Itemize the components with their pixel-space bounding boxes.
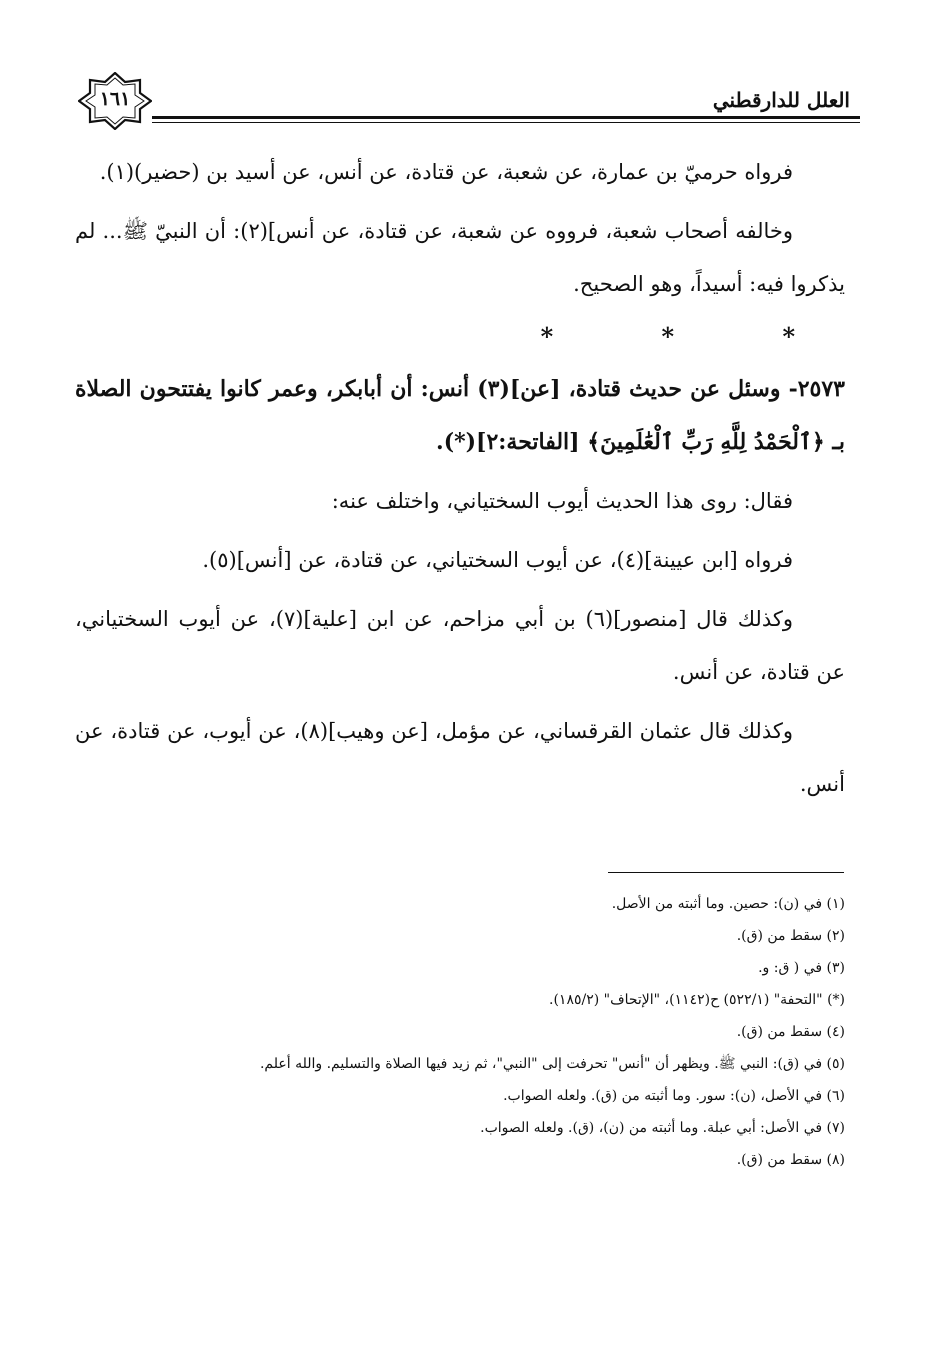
paragraph: وكذلك قال [منصور](٦) بن أبي مزاحم، عن ابن [علية](٧)، عن أيوب السختياني، عن قتادة، عن أنس. bbox=[75, 607, 845, 684]
page-number: ١٦١ bbox=[99, 88, 131, 110]
header-rule-thin bbox=[152, 122, 860, 123]
footnotes bbox=[120, 888, 845, 1176]
footnote-divider bbox=[608, 872, 844, 873]
footnote: (٤) سقط من (ق). bbox=[736, 1024, 845, 1040]
page-number-badge bbox=[78, 72, 152, 130]
footnote: (٧) في الأصل: أبي عبلة. وما أثبته من (ن)، (ق). ولعله الصواب. bbox=[480, 1120, 845, 1136]
book-title: العلل للدارقطني bbox=[712, 88, 850, 112]
paragraph: فرواه حرميّ بن عمارة، عن شعبة، عن قتادة، عن أنس، عن أسيد بن (حضير)(١). bbox=[99, 160, 793, 184]
footnote: (٥) في (ق): النبي ﷺ. ويظهر أن "أنس" تحرفت إلى "النبي"، ثم زيد فيها الصلاة والتسليم. والله أعلم. bbox=[259, 1056, 845, 1072]
paragraph: وكذلك قال عثمان القرقساني، عن مؤمل، [عن وهيب](٨)، عن أيوب، عن قتادة، عن أنس. bbox=[75, 719, 845, 796]
hadith-heading: ٢٥٧٣- وسئل عن حديث قتادة، [عن](٣) أنس: أن أبابكر، وعمر كانوا يفتتحون الصلاة بـ ﴿ٱلْحَمْدُ لِلَّهِ رَبِّ ٱلْعَٰلَمِينَ﴾ [الفاتحة:٢](*). bbox=[75, 376, 845, 455]
paragraph: وخالفه أصحاب شعبة، فرووه عن شعبة، عن قتادة، عن أنس](٢): أن النبيّ ﷺ... لم يذكروا فيه: أسيداً، وهو الصحيح. bbox=[75, 219, 845, 296]
main-text bbox=[75, 146, 845, 817]
paragraph: فرواه [ابن عيينة](٤)، عن أيوب السختياني، عن قتادة، عن [أنس](٥). bbox=[202, 548, 793, 572]
footnote: (٨) سقط من (ق). bbox=[736, 1152, 845, 1168]
footnote: (٦) في الأصل، (ن): سور. وما أثبته من (ق). ولعله الصواب. bbox=[503, 1088, 845, 1104]
footnote: (٢) سقط من (ق). bbox=[736, 928, 845, 944]
page-header bbox=[70, 70, 860, 132]
footnote: (٣) في ( ق: و. bbox=[758, 960, 845, 976]
header-rule-thick bbox=[152, 116, 860, 119]
footnote: (١) في (ن): حصين. وما أثبته من الأصل. bbox=[611, 896, 845, 912]
footnote: (*) "التحفة" (٥٢٢/١) ح(١١٤٢)، "الإتحاف" (١٨٥/٢). bbox=[549, 992, 845, 1008]
paragraph: فقال: روى هذا الحديث أيوب السختياني، واختلف عنه: bbox=[331, 489, 793, 513]
section-separator: * * * bbox=[540, 322, 845, 351]
